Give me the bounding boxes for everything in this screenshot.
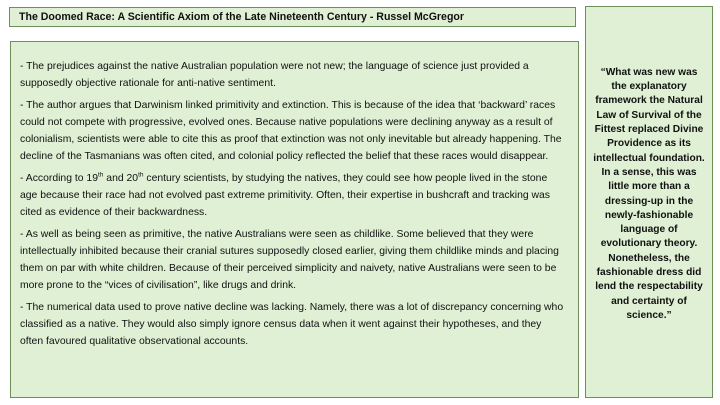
title-box [9, 7, 576, 27]
note-childlike: - As well as being seen as primitive, the native Australians were seen as childlike. Some believed that they were intellectually inhibited because their cranial sutures supposedly closed earlier, giving them childlike minds and placing them on par with white children. Because of their perceived simplicity and naivety, native Australians were seen to be more prone to the “vices of civilisation”, like drugs and drink. [20, 229, 559, 291]
notes-box [10, 41, 579, 398]
note-darwinism: - The author argues that Darwinism linked primitivity and extinction. This is because of the idea that ‘backward’ races could not compete with progressive, evolved ones. Because native populations were declining anyway as a result of colonialism, scientists were able to cite this as proof that extinction was not only inevitable but already happening. The decline of the Tasmanians was often cited, and colonial policy reflected the belief that these races would disappear. [20, 100, 562, 162]
note-stone-age: - According to 19th and 20th century scientists, by studying the natives, they could see how people lived in the stone age because their race had not evolved past extreme primitivity. Often, their expertise in bushcraft and tracking was cited as evidence of their backwardness. [20, 171, 550, 218]
quote-box [585, 6, 713, 398]
note-prejudice: - The prejudices against the native Australian population were not new; the language of science just provided a supposedly objective rationale for anti-native sentiment. [20, 61, 529, 89]
note-numerical-data: - The numerical data used to prove native decline was lacking. Namely, there was a lot of discrepancy concerning who classified as a native. They would also simply ignore census data when it went against their hypotheses, and they often favoured qualitative observational accounts. [20, 302, 564, 347]
quote-text: “What was new was the explanatory framework the Natural Law of Survival of the Fittest replaced Divine Providence as its intellectual foundation. In a sense, this was little more than a dressing-up in the newly-fashionable language of evolutionary theory. Nonetheless, the fashionable dress did lend the respectability and certainty of science.” [593, 66, 705, 321]
page-title: The Doomed Race: A Scientific Axiom of the Late Nineteenth Century - Russel McGregor [19, 11, 465, 23]
